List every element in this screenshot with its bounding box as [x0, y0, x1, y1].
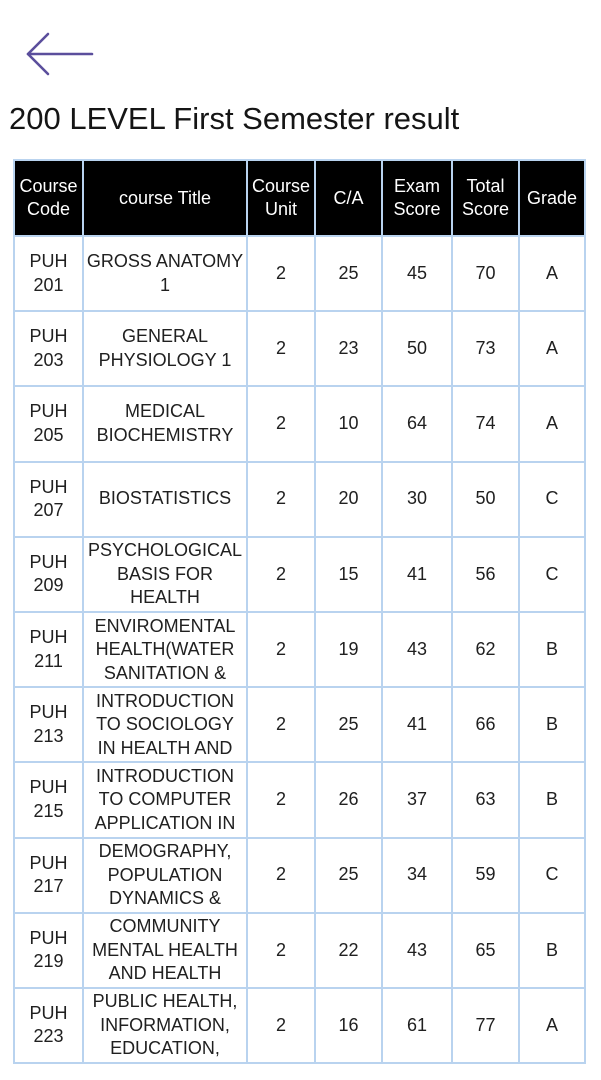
- table-row: [14, 838, 585, 913]
- grade-cell: A: [519, 988, 585, 1063]
- ca-cell: 23: [315, 311, 382, 386]
- course-title-cell: [83, 612, 247, 687]
- back-button[interactable]: [20, 26, 96, 82]
- ca-cell: 19: [315, 612, 382, 687]
- course-code-cell: PUH 209: [14, 537, 83, 612]
- total-score-cell: 77: [452, 988, 519, 1063]
- total-score-cell: 63: [452, 762, 519, 837]
- course-title-cell: [83, 236, 247, 311]
- course-unit-cell: 2: [247, 386, 315, 461]
- total-score-cell: 70: [452, 236, 519, 311]
- exam-score-cell: 61: [382, 988, 452, 1063]
- course-title-cell: [83, 838, 247, 913]
- total-score-cell: 62: [452, 612, 519, 687]
- course-title-text: BIOSTATISTICS: [98, 488, 232, 509]
- ca-cell: 16: [315, 988, 382, 1063]
- course-title-text: MEDICAL BIOCHEMISTRY: [96, 401, 234, 445]
- total-score-cell: 65: [452, 913, 519, 988]
- grade-cell: C: [519, 462, 585, 537]
- exam-score-cell: 41: [382, 537, 452, 612]
- page-title: 200 LEVEL First Semester result: [9, 101, 460, 136]
- course-code-cell: PUH 217: [14, 838, 83, 913]
- table-row: [14, 612, 585, 687]
- ca-cell: 20: [315, 462, 382, 537]
- course-unit-cell: 2: [247, 462, 315, 537]
- course-unit-cell: 2: [247, 762, 315, 837]
- grade-cell: C: [519, 838, 585, 913]
- course-code-cell: PUH 219: [14, 913, 83, 988]
- header-exam-score: Exam Score: [382, 160, 452, 236]
- course-unit-cell: 2: [247, 988, 315, 1063]
- exam-score-cell: 45: [382, 236, 452, 311]
- course-unit-cell: 2: [247, 913, 315, 988]
- ca-cell: 25: [315, 236, 382, 311]
- course-title-cell: [83, 386, 247, 461]
- course-title-text: DEMOGRAPHY, POPULATION DYNAMICS &: [98, 841, 232, 909]
- course-title-cell: [83, 762, 247, 837]
- exam-score-cell: 37: [382, 762, 452, 837]
- grade-cell: A: [519, 386, 585, 461]
- ca-cell: 25: [315, 838, 382, 913]
- course-code-cell: PUH 201: [14, 236, 83, 311]
- course-unit-cell: 2: [247, 537, 315, 612]
- grade-cell: B: [519, 612, 585, 687]
- course-code-cell: PUH 223: [14, 988, 83, 1063]
- header-course-title: course Title: [83, 160, 247, 236]
- course-title-text: INTRODUCTION TO COMPUTER APPLICATION IN: [94, 765, 236, 833]
- course-title-cell: [83, 687, 247, 762]
- table-row: [14, 687, 585, 762]
- course-title-text: COMMUNITY MENTAL HEALTH AND HEALTH: [92, 916, 238, 984]
- ca-cell: 26: [315, 762, 382, 837]
- course-unit-cell: 2: [247, 612, 315, 687]
- course-unit-cell: 2: [247, 838, 315, 913]
- exam-score-cell: 50: [382, 311, 452, 386]
- course-unit-cell: 2: [247, 687, 315, 762]
- arrow-left-icon: [20, 26, 96, 82]
- table-row: [14, 386, 585, 461]
- results-table-container[interactable]: [13, 159, 586, 1064]
- grade-cell: A: [519, 311, 585, 386]
- table-row: [14, 988, 585, 1063]
- course-title-text: ENVIROMENTAL HEALTH(WATER SANITATION &: [94, 615, 236, 683]
- exam-score-cell: 34: [382, 838, 452, 913]
- ca-cell: 22: [315, 913, 382, 988]
- grade-cell: B: [519, 762, 585, 837]
- course-title-text: PUBLIC HEALTH, INFORMATION, EDUCATION,: [92, 991, 238, 1059]
- course-title-cell: [83, 988, 247, 1063]
- table-row: [14, 311, 585, 386]
- total-score-cell: 66: [452, 687, 519, 762]
- table-row: [14, 236, 585, 311]
- total-score-cell: 59: [452, 838, 519, 913]
- course-title-cell: [83, 537, 247, 612]
- table-row: [14, 462, 585, 537]
- course-title-text: INTRODUCTION TO SOCIOLOGY IN HEALTH AND: [96, 690, 234, 758]
- grade-cell: A: [519, 236, 585, 311]
- course-unit-cell: 2: [247, 236, 315, 311]
- exam-score-cell: 41: [382, 687, 452, 762]
- header-course-unit: Course Unit: [247, 160, 315, 236]
- table-row: [14, 537, 585, 612]
- total-score-cell: 50: [452, 462, 519, 537]
- header-total-score: Total Score: [452, 160, 519, 236]
- results-table: [13, 159, 586, 1064]
- course-title-cell: [83, 462, 247, 537]
- ca-cell: 25: [315, 687, 382, 762]
- grade-cell: B: [519, 913, 585, 988]
- course-title-text: GROSS ANATOMY 1: [86, 251, 244, 295]
- ca-cell: 15: [315, 537, 382, 612]
- course-code-cell: PUH 203: [14, 311, 83, 386]
- course-title-text: GENERAL PHYSIOLOGY 1: [98, 326, 232, 370]
- table-row: [14, 762, 585, 837]
- ca-cell: 10: [315, 386, 382, 461]
- total-score-cell: 74: [452, 386, 519, 461]
- grade-cell: C: [519, 537, 585, 612]
- header-ca: C/A: [315, 160, 382, 236]
- course-title-text: PSYCHOLOGICAL BASIS FOR HEALTH: [87, 540, 243, 608]
- table-header-row: [14, 160, 585, 236]
- exam-score-cell: 30: [382, 462, 452, 537]
- course-code-cell: PUH 207: [14, 462, 83, 537]
- total-score-cell: 56: [452, 537, 519, 612]
- course-code-cell: PUH 211: [14, 612, 83, 687]
- header-course-code: Course Code: [14, 160, 83, 236]
- course-code-cell: PUH 213: [14, 687, 83, 762]
- table-row: [14, 913, 585, 988]
- exam-score-cell: 43: [382, 612, 452, 687]
- course-title-cell: [83, 913, 247, 988]
- header-grade: Grade: [519, 160, 585, 236]
- course-code-cell: PUH 205: [14, 386, 83, 461]
- total-score-cell: 73: [452, 311, 519, 386]
- course-title-cell: [83, 311, 247, 386]
- grade-cell: B: [519, 687, 585, 762]
- course-code-cell: PUH 215: [14, 762, 83, 837]
- course-unit-cell: 2: [247, 311, 315, 386]
- exam-score-cell: 64: [382, 386, 452, 461]
- exam-score-cell: 43: [382, 913, 452, 988]
